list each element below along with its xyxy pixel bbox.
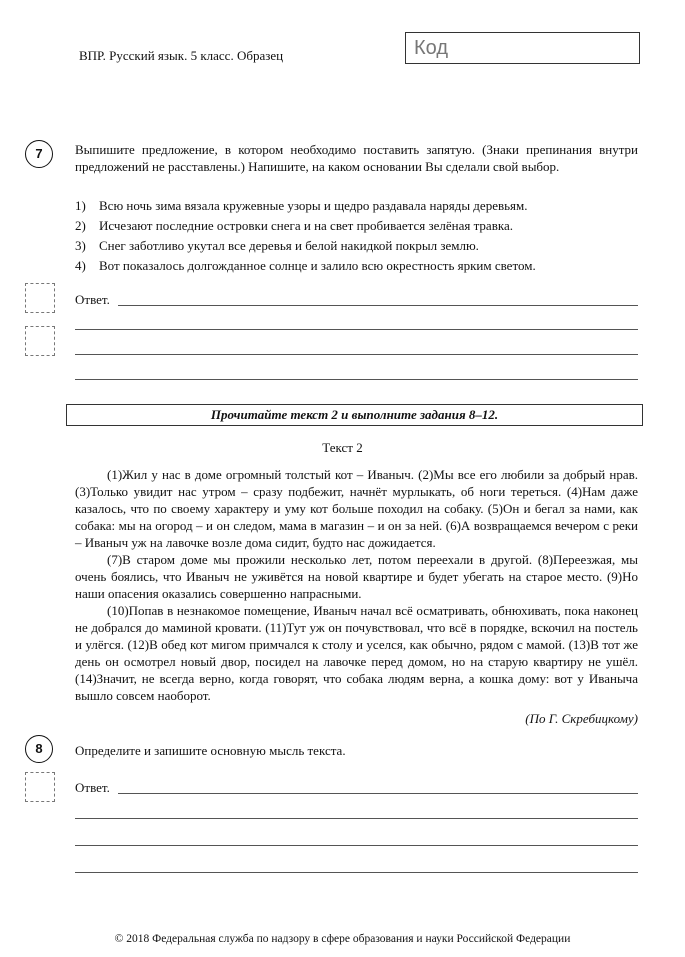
task7-answer-label: Ответ. (75, 292, 110, 307)
option-text: Вот показалось долгожданное солнце и залило всю окрестность ярким светом. (99, 258, 536, 273)
story-paragraph: (7)В старом доме мы прожили несколько лет, потом переехали в другой. (8)Переезжая, мы очень боялись, что Иваныч не уживётся на новой квартире и будет убегать на старое место. (9)Но наши опасения оказались совершенно напрасными. (75, 552, 638, 601)
option-text: Снег заботливо укутал все деревья и белой накидкой покрыл землю. (99, 238, 479, 253)
score-box[interactable] (25, 772, 55, 802)
task7-option-2 (75, 217, 638, 234)
answer-line[interactable] (75, 379, 638, 380)
task8-instruction: Определите и запишите основную мысль текста. (75, 743, 346, 758)
score-box[interactable] (25, 326, 55, 356)
answer-line[interactable] (75, 354, 638, 355)
option-text: Всю ночь зима вязала кружевные узоры и щедро раздавала наряды деревьям. (99, 198, 528, 213)
option-number: 2) (75, 218, 86, 233)
task8-answer-label: Ответ. (75, 780, 110, 795)
answer-line[interactable] (75, 818, 638, 819)
option-number: 3) (75, 238, 86, 253)
text-title: Текст 2 (322, 440, 363, 455)
task7-option-4 (75, 257, 638, 274)
answer-line[interactable] (75, 845, 638, 846)
answer-line[interactable] (75, 329, 638, 330)
code-field[interactable]: Код (405, 32, 640, 64)
answer-line[interactable] (118, 305, 638, 306)
score-box[interactable] (25, 283, 55, 313)
answer-line[interactable] (118, 793, 638, 794)
story-text (75, 466, 638, 704)
story-paragraph: (10)Попав в незнакомое помещение, Иваныч начал всё осматривать, обнюхивать, пока наконец не добрался до маминой кровати. (11)Тут уж он почувствовал, что всё в порядке, вскочил на постель и улёгся. (12)В обед кот мигом примчался к столу и уселся, как обычно, рядом с мамой. (13)В тот же день он осмотрел новый двор, посидел на лавочке перед домом, но на старую квартиру не ушёл. (14)Значит, не всегда верно, когда говорят, что собака людям верна, а кошка дому: вот у Иваныча вышло совсем наоборот. (75, 603, 638, 703)
text-source: (По Г. Скребицкому) (525, 711, 638, 726)
answer-line[interactable] (75, 872, 638, 873)
task-number-badge: 7 (25, 140, 53, 168)
option-number: 1) (75, 198, 86, 213)
task7-instruction: Выпишите предложение, в котором необходимо поставить запятую. (Знаки препинания внутри предложений не расставлены.) Напишите, на каком основании Вы сделали свой выбор. (75, 142, 638, 174)
option-number: 4) (75, 258, 86, 273)
instruction-banner: Прочитайте текст 2 и выполните задания 8–12. (66, 404, 643, 426)
task7-option-1 (75, 197, 638, 214)
story-paragraph: (1)Жил у нас в доме огромный толстый кот – Иваныч. (2)Мы все его любили за добрый нрав. (3)Только увидит нас утром – сразу подбежит, начнёт мурлыкать, об ноги тереться. (4)Нам даже казалось, что по своему характеру и уму кот больше походил на собаку. (5)Он и бегал за нами, как собака: мы на огород – и он следом, мама в магазин – и он за ней. (6)А возвращаемся вечером с реки – Иваныч уж на лавочке возле дома сидит, будто нас дожидается. (75, 467, 638, 550)
page-header-title: ВПР. Русский язык. 5 класс. Образец (79, 48, 284, 63)
page-footer: © 2018 Федеральная служба по надзору в сфере образования и науки Российской Федерации (114, 933, 571, 945)
option-text: Исчезают последние островки снега и на свет пробивается зелёная травка. (99, 218, 513, 233)
task7-option-3 (75, 237, 638, 254)
task-number-badge: 8 (25, 735, 53, 763)
